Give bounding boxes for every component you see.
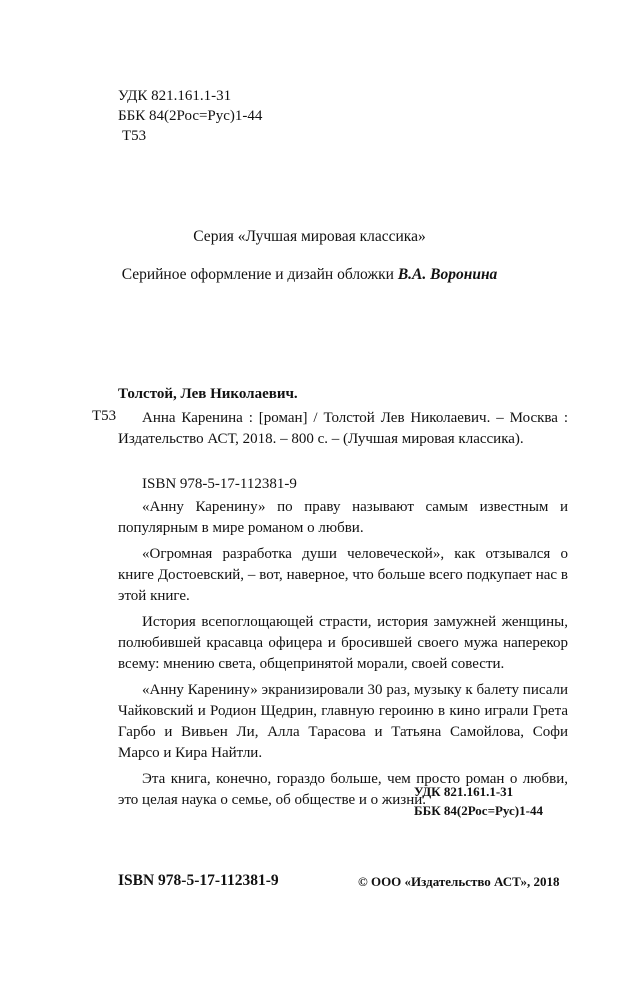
udk-code-bottom: УДК 821.161.1-31 [414,784,514,799]
designer-name: В.А. Воронина [397,266,498,283]
annotation-paragraph: Эта книга, конечно, гораздо больше, чем просто роман о любви, это целая наука о семье, об обществе и о жизни. [118,771,568,808]
design-credit [0,266,619,284]
catalog-author: Толстой, Лев Николаевич. [118,386,298,402]
bbk-code-bottom: ББК 84(2Рос=Рус)1-44 [414,803,543,818]
catalog-description: Анна Каренина : [роман] / Толстой Лев Николаевич. – Москва : Издательство АСТ, 2018. – 800 с. – (Лучшая мировая классика). [118,410,568,447]
catalog-isbn: ISBN 978-5-17-112381-9 [142,476,297,492]
udk-code: УДК 821.161.1-31 [118,88,232,104]
bbk-code: ББК 84(2Рос=Рус)1-44 [118,108,263,124]
annotation-paragraph: История всепоглощающей страсти, история замужней женщины, полюбившей красавца офицера и бросившей своего мужа наперекор всему: мнению света, общепринятой морали, своей совести. [118,614,568,672]
series-title: Серия «Лучшая мировая классика» [193,228,426,245]
classification-top [118,86,262,146]
author-code: Т53 [122,128,147,144]
catalog-author-code: Т53 [92,408,117,424]
copyright-notice: © ООО «Издательство АСТ», 2018 [358,874,560,889]
annotation-paragraph: «Огромная разработка души человеческой», как отзывался о книге Достоевский, – вот, наверное, что больше всего подкупает нас в этой книге. [118,546,568,604]
isbn-footer: ISBN 978-5-17-112381-9 [118,872,279,889]
classification-bottom [414,782,543,820]
annotation-paragraph: «Анну Каренину» по праву называют самым известным и популярным в мире романом о любви. [118,499,568,536]
annotation [118,497,568,816]
design-credit-prefix: Серийное оформление и дизайн обложки [121,266,398,283]
annotation-paragraph: «Анну Каренину» экранизировали 30 раз, музыку к балету писали Чайковский и Родион Щедрин, главную героиню в кино играли Грета Гарбо и Вивьен Ли, Алла Тарасова и Татьяна Самойлова, Софи Марсо и Кира Найтли. [118,682,568,761]
